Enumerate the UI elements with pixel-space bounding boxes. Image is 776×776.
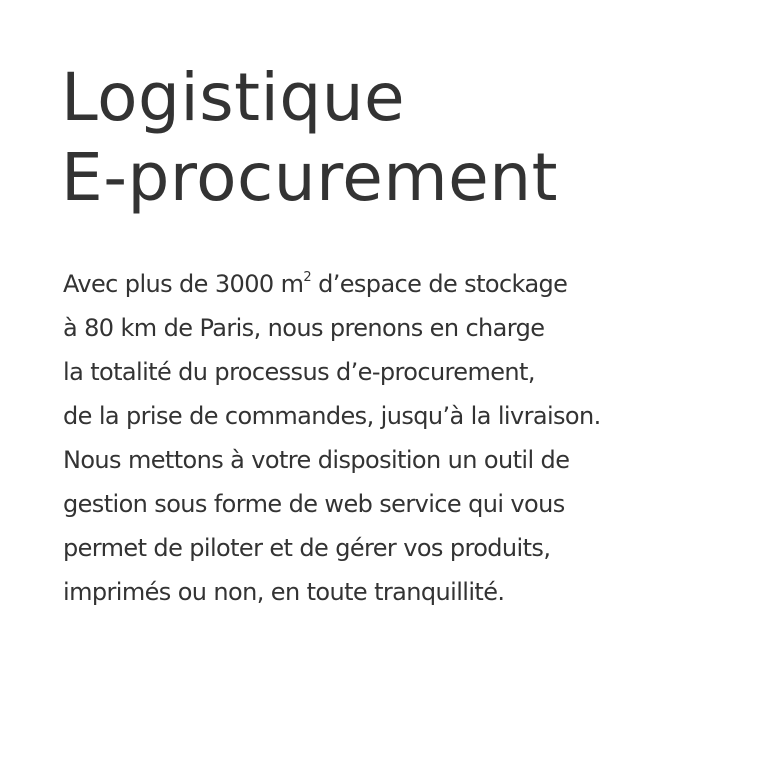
description-line-8: imprimés ou non, en toute tranquillité. [63,578,505,606]
description-line-1 [63,262,601,306]
description-line-6: gestion sous forme de web service qui vous [63,490,565,518]
description-paragraph [63,262,601,614]
description-line-4: de la prise de commandes, jusqu’à la livraison. [63,402,601,430]
description-line-7: permet de piloter et de gérer vos produits, [63,534,551,562]
description-line-1-start: Avec plus de 3000 m [63,270,304,298]
page-title [61,58,558,218]
description-line-2: à 80 km de Paris, nous prenons en charge [63,314,545,342]
description-line-1-end: d’espace de stockage [311,270,568,298]
title-line-logistique: Logistique [61,59,406,136]
title-line-e-procurement: E-procurement [61,139,558,216]
square-meter-exponent: 2 [303,270,312,285]
description-line-5: Nous mettons à votre disposition un outil de [63,446,570,474]
description-line-3: la totalité du processus d’e-procurement, [63,358,535,386]
